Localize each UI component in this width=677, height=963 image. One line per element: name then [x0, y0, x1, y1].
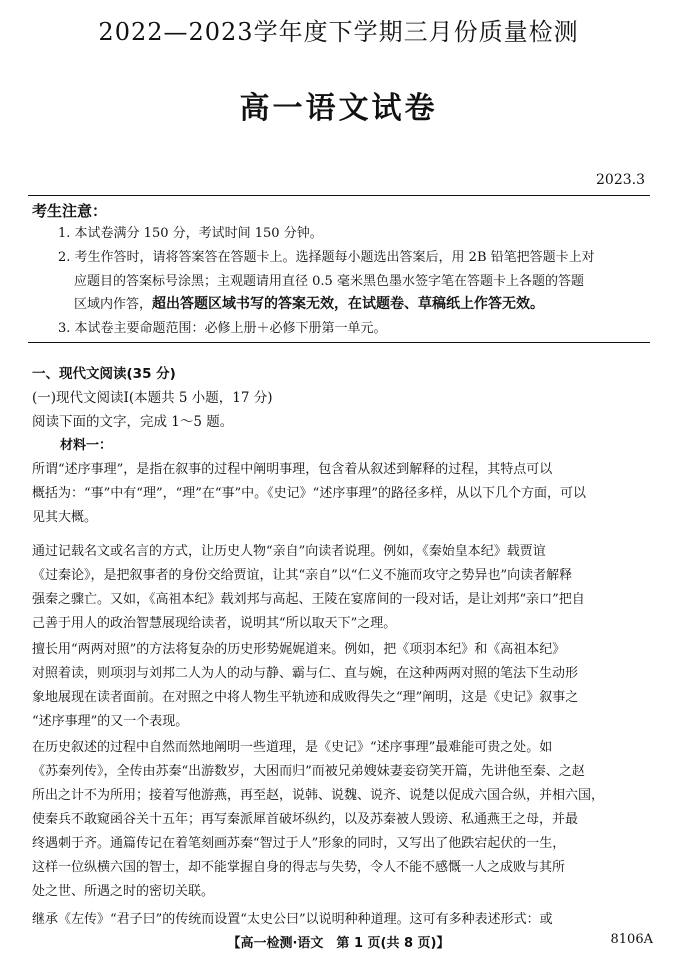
footer-code: 8106A — [610, 932, 653, 947]
passage-line: 擅长用“两两对照”的方法将复杂的历史形势娓娓道来。例如，把《项羽本纪》和《高祖本纪》 — [32, 642, 566, 657]
notice-item-2-line3 — [74, 293, 544, 313]
notice-divider — [28, 342, 650, 343]
passage-line: 这样一位纵横六国的智士，却不能掌握自身的得志与失势，令人不能不感慨一人之成败与其所 — [32, 860, 566, 875]
exam-date: 2023.3 — [596, 172, 645, 188]
passage-line: 强秦之骤亡。又如，《高祖本纪》载刘邦与高起、王陵在宴席间的一段对话，是让刘邦“亲口”把自 — [32, 592, 585, 607]
material-label: 材料一： — [60, 438, 113, 453]
notice-item-2-line3-plain: 区域内作答， — [74, 297, 153, 312]
footer-page-info: 【高一检测·语文 第 1 页(共 8 页)】 — [227, 936, 450, 951]
passage-line: 终遇刺于齐。通篇传记在着笔刻画苏秦“智过于人”形象的同时，又写出了他跌宕起伏的一生， — [32, 836, 566, 851]
notice-item-3: 3. 本试卷主要命题范围：必修上册＋必修下册第一单元。 — [58, 321, 387, 336]
passage-line: 概括为：“事”中有“理”，“理”在“事”中。《史记》“述序事理”的路径多样，从以下几个方面，可以 — [32, 486, 586, 501]
passage-line: 《过秦论》，是把叙事者的身份交给贾谊，让其“亲自”以“仁义不施而攻守之势异也”向读者解释 — [32, 568, 573, 583]
exam-title: 2022—2023学年度下学期三月份质量检测 — [98, 18, 579, 46]
passage-line: 所谓“述序事理”，是指在叙事的过程中阐明事理，包含着从叙述到解释的过程，其特点可以 — [32, 462, 553, 477]
passage-line: “述序事理”的又一个表现。 — [32, 714, 189, 729]
notice-warning: 超出答题区域书写的答案无效，在试题卷、草稿纸上作答无效。 — [152, 296, 545, 312]
section-title: 一、现代文阅读(35 分) — [32, 366, 176, 382]
section-instruction: 阅读下面的文字，完成 1～5 题。 — [32, 414, 234, 430]
passage-line: 所出之计不为所用；接着写他游燕，再至赵，说韩、说魏、说齐、说楚以促成六国合纵，并相六国， — [32, 788, 605, 803]
passage-line: 《苏秦列传》，全传由苏秦“出游数岁，大困而归”而被兄弟嫂妹妻妾窃笑开篇，先讲他至秦、之赵 — [32, 764, 585, 779]
passage-line: 处之世、所遇之时的密切关联。 — [32, 884, 215, 899]
notice-title: 考生注意： — [32, 202, 108, 220]
notice-item-2-line1: 2. 考生作答时，请将答案答在答题卡上。选择题每小题选出答案后，用 2B 铅笔把答题卡上对 — [58, 250, 595, 265]
section-subtitle: (一)现代文阅读Ⅰ(本题共 5 小题，17 分) — [32, 390, 273, 406]
passage-line: 象地展现在读者面前。在对照之中将人物生平轨迹和成败得失之“理”阐明，这是《史记》叙事之 — [32, 690, 579, 705]
notice-item-2-line2: 应题目的答案标号涂黑；主观题请用直径 0.5 毫米黑色墨水签字笔在答题卡上各题的答题 — [74, 274, 584, 289]
passage-line: 己善于用人的政治智慧展现给读者，说明其“所以取天下”之理。 — [32, 616, 397, 631]
paper-title: 高一语文试卷 — [239, 91, 438, 126]
notice-item-1: 1. 本试卷满分 150 分，考试时间 150 分钟。 — [58, 226, 323, 241]
passage-line: 在历史叙述的过程中自然而然地阐明一些道理，是《史记》“述序事理”最难能可贵之处。如 — [32, 740, 553, 755]
passage-line: 对照着读，则项羽与刘邦二人为人的动与静、霸与仁、直与婉，在这种两两对照的笔法下生动形 — [32, 666, 579, 681]
passage-line: 见其大概。 — [32, 510, 98, 525]
header-divider — [28, 195, 650, 196]
passage-line: 通过记载名文或名言的方式，让历史人物“亲自”向读者说理。例如，《秦始皇本纪》载贾谊 — [32, 544, 546, 559]
passage-line: 继承《左传》“君子曰”的传统而设置“太史公曰”以说明种种道理。这可有多种表述形式：或 — [32, 912, 553, 927]
passage-line: 使秦兵不敢窥函谷关十五年；再写秦派犀首破坏纵约，以及苏秦被人毁谤、私通燕王之母，并最 — [32, 812, 579, 827]
